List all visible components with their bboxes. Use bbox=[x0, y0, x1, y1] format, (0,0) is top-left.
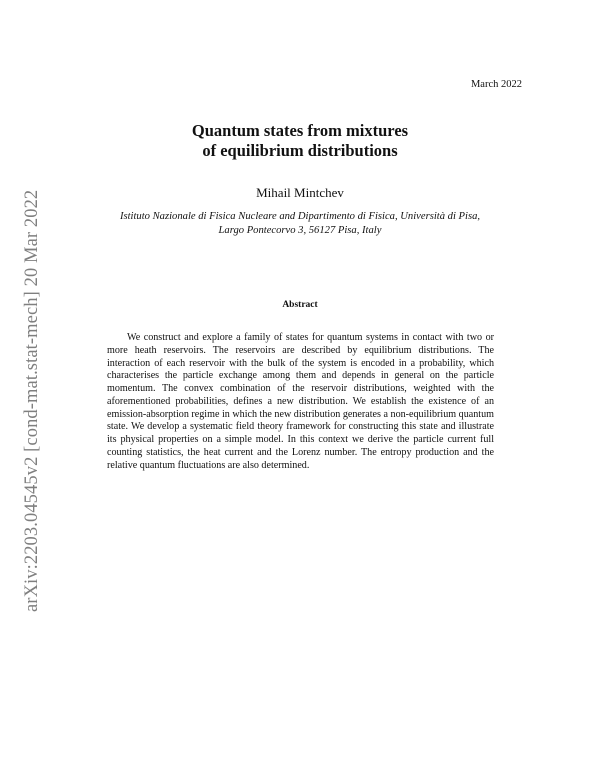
publication-date: March 2022 bbox=[470, 79, 522, 90]
author-affiliation bbox=[0, 210, 600, 238]
abstract-heading: Abstract bbox=[282, 300, 318, 310]
affiliation-line-2: Largo Pontecorvo 3, 56127 Pisa, Italy bbox=[218, 225, 382, 236]
abstract-text: We construct and explore a family of states for quantum systems in contact with two or more heath reservoirs. The reservoirs are described by equilibrium distributions. The interaction of each reservoir with the bulk of the system is encoded in a probability, which characterises the particle exchange among them and depends in general on the particle momentum. The convex combination of the reservoir distributions, weighted with the aforementioned probabilities, defines a new distribution. We establish the existence of an emission-absorption regime in which the new distribution generates a non-equilibrium quantum state. We develop a systematic field theory framework for constructing this state and illustrate its physical properties on a simple model. In this context we derive the particle current full counting statistics, the heat current and the Lorenz number. The entropy production and the relative quantum fluctuations are also determined. bbox=[107, 332, 494, 471]
author-name: Mihail Mintchev bbox=[256, 185, 344, 200]
title-line-1: Quantum states from mixtures bbox=[191, 121, 409, 140]
arxiv-identifier-stamp: arXiv:2203.04545v2 [cond-mat.stat-mech] 20 Mar 2022 bbox=[22, 189, 42, 612]
title-line-2: of equilibrium distributions bbox=[202, 141, 398, 160]
paper-title bbox=[0, 121, 600, 161]
affiliation-line-1: Istituto Nazionale di Fisica Nucleare and Dipartimento di Fisica, Università di Pisa, bbox=[119, 211, 481, 222]
